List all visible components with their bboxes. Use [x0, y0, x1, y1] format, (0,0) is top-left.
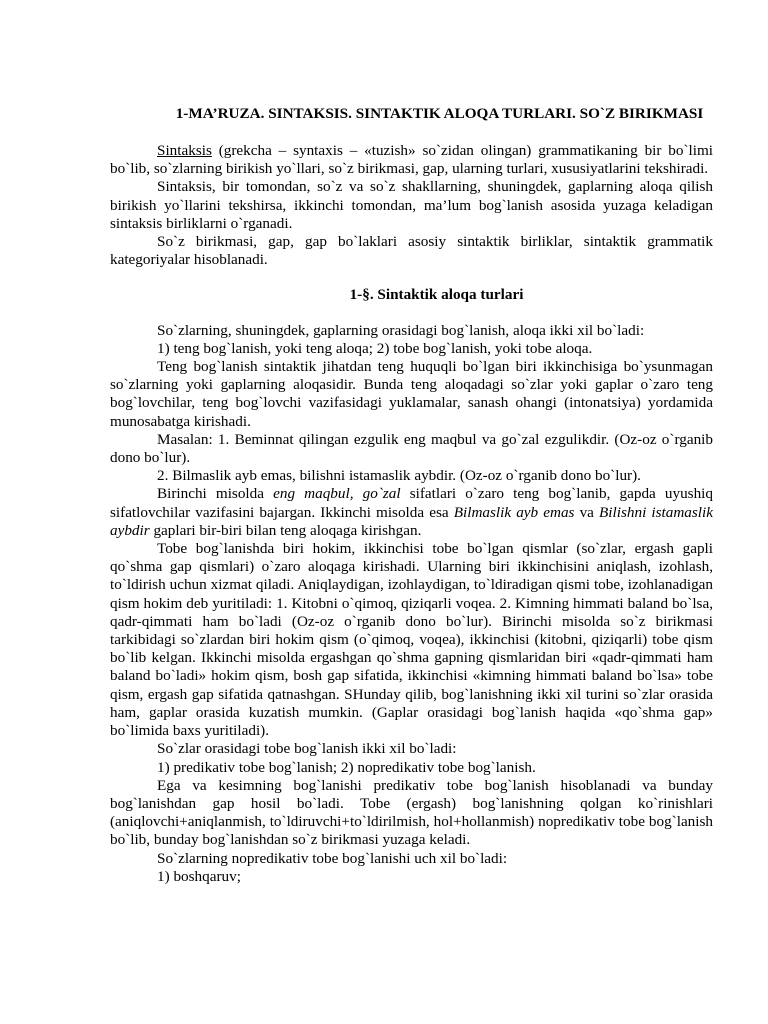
text-run: sifatlari o`zaro teng bog`lanib, gapda uyushiq sifatlovchilar vazifasini bajargan. Ikkinchi misolda esa	[110, 485, 713, 521]
paragraph-11: So`zlarning nopredikativ tobe bog`lanishi uch xil bo`ladi:	[157, 849, 508, 867]
paragraph-4: Masalan: 1. Beminnat qilingan ezgulik eng maqbul va go`zal ezgulikdir. (Oz-oz o`rganib dono bo`lur).	[110, 430, 713, 467]
text-run: va	[574, 503, 600, 521]
paragraph-9: 1) predikativ tobe bog`lanish; 2) nopredikativ tobe bog`lanish.	[157, 758, 536, 776]
paragraph-text: (grekcha – syntaxis – «tuzish» so`zidan olingan) grammatikaning bir bo`limi bo`lib, so`zlarning birikish yo`llari, so`z birikmasi, gap, ularning turlari, xususiyatlarini tekshiradi.	[110, 142, 713, 178]
italic-phrase: Bilmaslik ayb emas	[453, 503, 575, 521]
italic-phrase: eng maqbul, go`zal	[273, 485, 401, 503]
paragraph-12: 1) boshqaruv;	[157, 867, 241, 885]
paragraph-8: So`zlar orasidagi tobe bog`lanish ikki xil bo`ladi:	[157, 740, 457, 758]
text-run: Birinchi misolda	[157, 485, 274, 503]
text-run: gaplari bir-biri bilan teng aloqaga kirishgan.	[149, 521, 422, 539]
paragraph-5: 2. Bilmaslik ayb emas, bilishni istamaslik aybdir. (Oz-oz o`rganib dono bo`lur).	[157, 467, 641, 485]
paragraph-2: 1) teng bog`lanish, yoki teng aloqa; 2) tobe bog`lanish, yoki tobe aloqa.	[157, 339, 593, 357]
document-page	[110, 104, 713, 886]
paragraph-intro-2: Sintaksis, bir tomondan, so`z va so`z shakllarning, shuningdek, gaplarning aloqa qilish birikish yo`llarini tekshirsa, ikkinchi tomondan, ma’lum bog`lanish asosida yuzaga keladigan sintaksis birliklarni o`rganadi.	[110, 178, 713, 232]
paragraph-1: So`zlarning, shuningdek, gaplarning orasidagi bog`lanish, aloqa ikki xil bo`ladi:	[157, 321, 645, 339]
paragraph-3: Teng bog`lanish sintaktik jihatdan teng huquqli bo`lgan biri ikkinchisiga bo`ysunmagan so`zlarning yoki gaplarning aloqasidir. Bunda teng aloqadagi so`zlar yoki gaplar o`zaro teng bog`lovchilar, teng bog`lovchi vazifasidagi yuklamalar, sanash ohangi (intonatsiya) yordamida munosabatga kirishadi.	[110, 358, 713, 430]
section-heading: 1-§. Sintaktik aloqa turlari	[349, 286, 524, 304]
term-sintaksis: Sintaksis	[157, 142, 212, 159]
paragraph-intro-3: So`z birikmasi, gap, gap bo`laklari asosiy sintaktik birliklar, sintaktik grammatik kategoriyalar hisoblanadi.	[110, 233, 713, 269]
paragraph-6	[110, 485, 713, 540]
italic-phrase: Bilishni istamaslik aybdir	[110, 503, 713, 539]
paragraph-10: Ega va kesimning bog`lanishi predikativ tobe bog`lanish hisoblanadi va bunday bog`lanishdan gap hosil bo`ladi. Tobe (ergash) bog`lanishning qolgan ko`rinishlari (aniqlovchi+aniqlanmish, to`ldiruvchi+to`ldirilmish, hol+hollanmish) nopredikativ tobe bog`lanish bo`lib, bunday bog`lanishdan so`z birikmasi yuzaga keladi.	[110, 776, 713, 849]
document-title: 1-MA’RUZA. SINTAKSIS. SINTAKTIK ALOQA TURLARI. SO`Z BIRIKMASI	[175, 105, 704, 122]
paragraph-7: Tobe bog`lanishda biri hokim, ikkinchisi tobe bo`lgan qismlar (so`zlar, ergash gapli qo`shma gap qismlari) o`zaro aloqaga kirishadi. Ularning biri ikkinchisini aniqlash, izohlash, to`ldirish uchun xizmat qiladi. Aniqlaydigan, izohlaydigan, to`ldiradigan qismi tobe, izohlanadigan qism hokim deb yuritiladi: 1. Kitobni o`qimoq, qiziqarli voqea. 2. Kimning himmati baland bo`lsa, qadr-qimmati ham bo`ladi (Oz-oz o`rganib dono bo`lur). Birinchi misolda so`z birikmasi tarkibidagi so`zlardan biri hokim qism (o`qimoq, voqea), ikkinchisi (kitobni, qiziqarli) tobe qism bo`lib kelgan. Ikkinchi misolda ergashgan qo`shma gapning qismlaridan biri «qadr-qimmati ham baland bo`ladi» hokim qism, bosh gap sifatida, ikkinchisi «kimning himmati baland bo`lsa» tobe qism, ergash gap sifatida qatnashgan. SHunday qilib, bog`lanishning ikki xil turini so`zlar orasida ham, gaplar orasida kuzatish mumkin. (Gaplar orasidagi bog`lanish haqida «qo`shma gap» bo`limida baxs yuritiladi).	[110, 540, 713, 740]
paragraph-sintaksis-definition	[110, 142, 713, 178]
